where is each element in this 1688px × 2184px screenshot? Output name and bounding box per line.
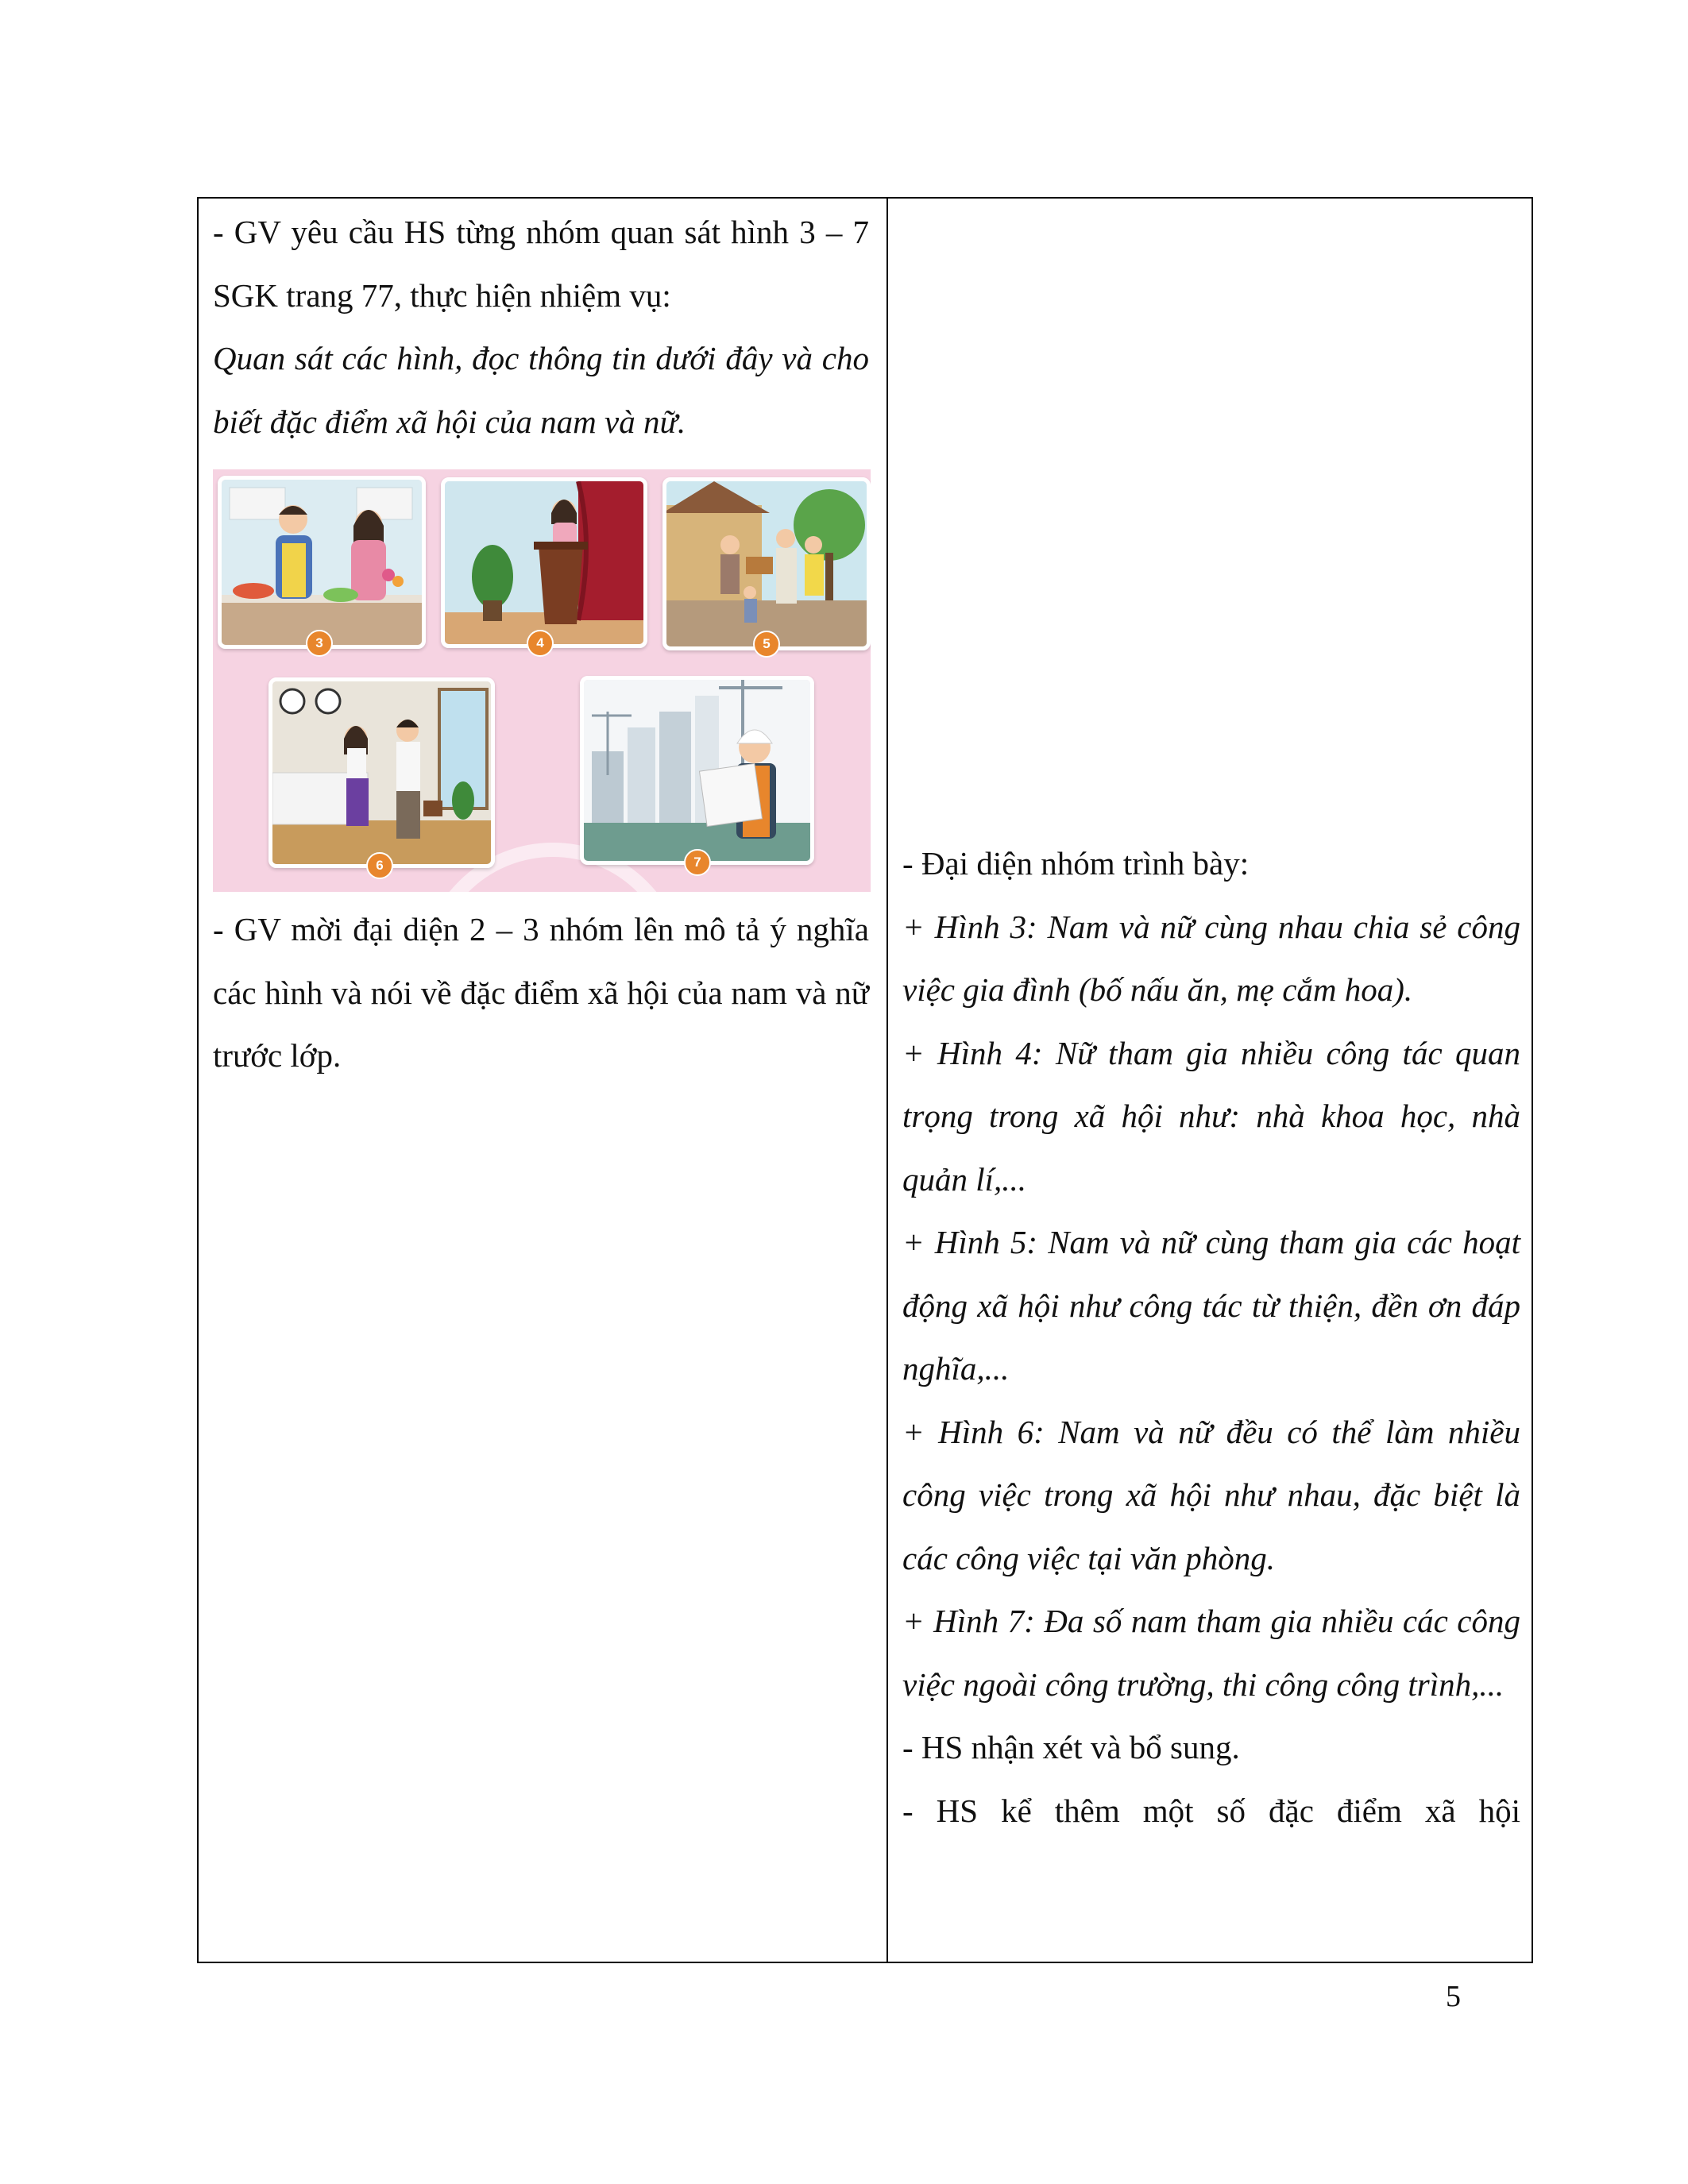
figure-3-kitchen (218, 476, 426, 649)
teacher-activity-column (213, 199, 869, 1088)
lesson-table (197, 197, 1533, 1963)
task-instruction: - GV yêu cầu HS từng nhóm quan sát hình 3 – 7 SGK trang 77, thực hiện nhiệm vụ: (213, 214, 869, 314)
presentation-instruction: - GV mời đại diện 2 – 3 nhóm lên mô tả ý nghĩa các hình và nói về đặc điểm xã hội của nam và nữ trước lớp. (213, 911, 869, 1074)
student-comment: - HS nhận xét và bổ sung. (902, 1729, 1240, 1765)
answer-figure-3: + Hình 3: Nam và nữ cùng nhau chia sẻ công việc gia đình (bố nấu ăn, mẹ cắm hoa). (902, 908, 1520, 1008)
student-addition: - HS kể thêm một số đặc điểm xã hội (902, 1792, 1520, 1829)
figure-6-office (268, 677, 495, 868)
figure-number-4: 4 (527, 630, 554, 657)
column-divider (886, 199, 888, 1962)
group-presentation: - Đại diện nhóm trình bày: (902, 845, 1250, 882)
answer-figure-4: + Hình 4: Nữ tham gia nhiều công tác quan trọng trong xã hội như: nhà khoa học, nhà quản lí,... (902, 1034, 1520, 1198)
figure-number-3: 3 (306, 630, 333, 657)
answer-figure-7: + Hình 7: Đa số nam tham gia nhiều các công việc ngoài công trường, thi công công trình,... (902, 1603, 1520, 1703)
answer-figure-6: + Hình 6: Nam và nữ đều có thể làm nhiều công việc trong xã hội như nhau, đặc biệt là các công việc tại văn phòng. (902, 1413, 1520, 1576)
figure-5-charity (662, 477, 871, 650)
textbook-illustration (213, 469, 871, 892)
page-number: 5 (1446, 1980, 1461, 2013)
figure-number-5: 5 (753, 631, 780, 658)
student-activity-column (902, 832, 1520, 1843)
figure-4-podium (441, 477, 647, 648)
figure-7-construction (580, 676, 814, 865)
figure-number-7: 7 (684, 849, 711, 876)
task-question: Quan sát các hình, đọc thông tin dưới đây và cho biết đặc điểm xã hội của nam và nữ. (213, 340, 869, 440)
figure-number-6: 6 (366, 852, 393, 879)
answer-figure-5: + Hình 5: Nam và nữ cùng tham gia các hoạt động xã hội như công tác từ thiện, đền ơn đáp nghĩa,... (902, 1224, 1520, 1387)
